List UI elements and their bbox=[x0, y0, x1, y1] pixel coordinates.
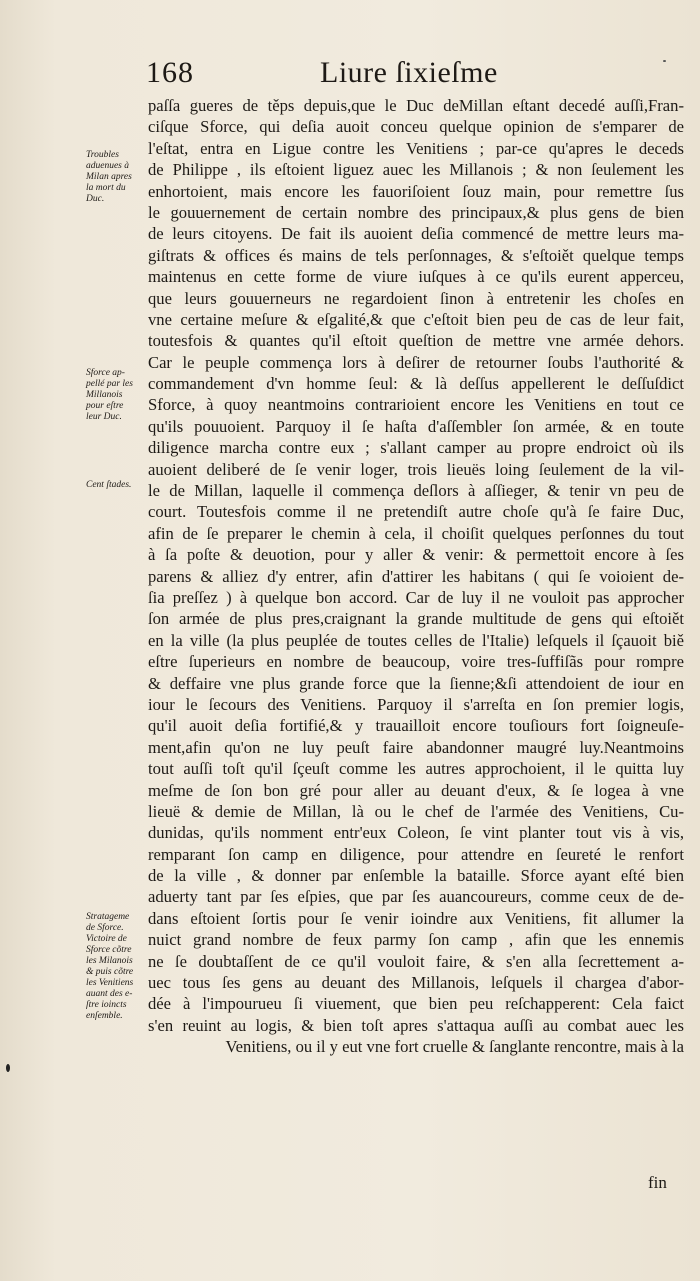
text-line: maintenus en cette forme de viure iuſques à ce qu'ils eurent apperceu, bbox=[148, 267, 684, 287]
text-line: vne certaine meſure & eſgalité,& que c'eſtoit bien peu de cas de leur fait, bbox=[148, 309, 684, 329]
text-line: Car le peuple commença lors à deſirer de retourner ſoubs l'authorité & bbox=[148, 352, 684, 372]
text-line: de leurs citoyens. De fait ils auoient deſia commencé de mettre leurs ma- bbox=[148, 224, 684, 244]
text-line: aduerty tant par ſes eſpies, que par ſes auancoureurs, comme ceux de de- bbox=[148, 887, 684, 907]
body-text bbox=[148, 95, 684, 1058]
text-line: Venitiens, ou il y eut vne fort cruelle & ſanglante rencontre, mais à la bbox=[225, 1037, 684, 1057]
text-line: diligence marcha contre eux ; s'allant camper au propre endroict où ils bbox=[148, 438, 684, 458]
text-line: dunidas, qu'ils nomment entr'eux Coleon, ſe vint planter tout vis à vis, bbox=[148, 823, 684, 843]
text-line: paſſa gueres de těps depuis,que le Duc deMillan eſtant decedé auſſi,Fran- bbox=[148, 96, 684, 115]
catchword: fin bbox=[648, 1173, 667, 1192]
margin-note-sforce-called bbox=[86, 368, 148, 423]
text-line: afin de ſe preparer le chemin à cela, il choiſit quelques perſonnes du tout bbox=[148, 523, 684, 543]
text-line: de Philippe , ils eſtoient liguez auec les Millanois ; & non ſeulement les bbox=[148, 160, 684, 180]
margin-note-line: Troubles bbox=[86, 150, 119, 160]
margin-note-line: de Sforce. bbox=[86, 923, 124, 933]
text-line: lieuë & demie de Millan, là ou le chef de l'armée des Venitiens, Cu- bbox=[148, 801, 684, 821]
text-line: qu'ils pouuoient. Parquoy il ſe haſta d'aſſembler ſon armée, & en toute bbox=[148, 416, 684, 436]
text-line: & deffaire vne plus grande force que la ſienne;&ſi attendoient de iour en bbox=[148, 673, 684, 693]
margin-note-line: aduenues à bbox=[86, 161, 130, 171]
text-line: en la ville (la plus peuplée de toutes celles de l'Italie) leſquels il ſçauoit biě bbox=[148, 630, 684, 650]
text-line: ſia preſſez ) à quelque bon accord. Car de luy il ne vouloit pas approcher bbox=[148, 587, 684, 607]
text-line: nuict grand nombre de feux parmy ſon camp , afin que les ennemis bbox=[148, 930, 684, 950]
margin-note-line: Stratageme bbox=[86, 912, 130, 922]
margin-note-line: les Milanois bbox=[86, 956, 133, 966]
margin-note-stratageme bbox=[86, 912, 148, 1022]
ink-speck bbox=[6, 1064, 10, 1072]
text-line: eſtre ſuperieurs en nombre de beaucoup, voire tres-ſuffiſãs pour rompre bbox=[148, 652, 684, 672]
margin-note-cent-stades bbox=[86, 480, 148, 491]
page-header bbox=[140, 56, 685, 96]
text-line: l'eſtat, entra en Ligue contre les Venitiens ; par-ce qu'apres le deceds bbox=[148, 138, 684, 158]
margin-note-line: la mort du bbox=[86, 183, 126, 193]
margin-note-line: Sforce cõtre bbox=[86, 945, 132, 955]
running-title: Liure ſixieſme bbox=[320, 56, 498, 89]
text-line: le gouuernement de certain nombre des principaux,& plus gens de bien bbox=[148, 202, 684, 222]
text-line: ſon armée de plus pres,craignant la grande multitude de gens qui eſtoiět bbox=[148, 609, 684, 629]
text-line: remparant ſon camp en diligence, pour attendre en ſeureté le renfort bbox=[148, 844, 684, 864]
text-line: ne ſe doubtaſſent de ce qu'il vouloit faire, & s'en alla ſecrettement a- bbox=[148, 951, 684, 971]
text-line: de la ville , & donner par enſemble la bataille. Sforce ayant eſté bien bbox=[148, 866, 684, 886]
margin-note-troubles bbox=[86, 150, 148, 205]
margin-note-line: Millanois bbox=[86, 390, 123, 400]
text-line: meſme de ſon bon gré pour aller au deuant d'eux, & ſe logea à vne bbox=[148, 780, 684, 800]
margin-note-line: Victoire de bbox=[86, 934, 127, 944]
text-line: commandement d'vn homme ſeul: & là deſſus appellerent le deſſuſdict bbox=[148, 374, 684, 394]
text-line: giſtrats & offices és mains de tels perſonnages, & s'eſtoiět quelque temps bbox=[148, 245, 684, 265]
ink-speck bbox=[663, 60, 666, 62]
margin-note-line: Duc. bbox=[86, 194, 105, 204]
text-line: toutesfois & quantes qu'il eſtoit queſtion de mettre vne armée dehors. bbox=[148, 331, 684, 351]
margin-note-line: enſemble. bbox=[86, 1011, 123, 1021]
margin-note-line: Sforce ap- bbox=[86, 368, 125, 378]
margin-note-line: pellé par les bbox=[86, 379, 133, 389]
page-number: 168 bbox=[146, 56, 194, 89]
text-line: auoient deliberé de ſe venir loger, trois lieuës loing ſeulement de la vil- bbox=[148, 459, 684, 479]
text-line: iour le ſecours des Venitiens. Parquoy il s'arreſta en ſon premier logis, bbox=[148, 694, 684, 714]
text-line: court. Toutesfois comme il ne pretendiſt autre choſe qu'à ſe faire Duc, bbox=[148, 502, 684, 522]
margin-note-line: ſtre ioincts bbox=[86, 1000, 127, 1010]
text-line: s'en reuint au logis, & bien toſt apres s'attaqua auſſi au combat auec les bbox=[148, 1015, 684, 1035]
margin-note-line: & puis cõtre bbox=[86, 967, 134, 977]
margin-note-line: Milan apres bbox=[86, 172, 132, 182]
text-line: dans eſtoient ſortis pour ſe venir ioindre aux Venitiens, fit allumer la bbox=[148, 908, 684, 928]
text-line: tout auſſi toſt qu'il ſçeuſt comme les autres approchoient, il le quitta luy bbox=[148, 759, 684, 779]
text-line: uec tous ſes gens au deuant des Millanois, leſquels il chargea d'abor- bbox=[148, 973, 684, 993]
margin-note-line: les Venitiens bbox=[86, 978, 134, 988]
text-line: enhortoient, mais encore les fauoriſoient ſouz main, pour remettre ſus bbox=[148, 181, 684, 201]
text-line: que leurs gouuerneurs ne regardoient ſinon à entretenir les choſes en bbox=[148, 288, 684, 308]
margin-note-line: auant des e- bbox=[86, 989, 133, 999]
text-line: dée à l'impourueu ſi viuement, que bien peu reſchapperent: Cela faict bbox=[148, 994, 684, 1014]
margin-note-line: leur Duc. bbox=[86, 412, 122, 422]
text-line: Sforce, à quoy neantmoins contrarioient encore les Venitiens en tout ce bbox=[148, 395, 684, 415]
text-line: parens & alliez d'y entrer, afin d'attirer les habitans ( qui ſe voioient de- bbox=[148, 566, 684, 586]
text-line: qu'il auoit deſia fortifié,& y trauailloit encore touſiours fort ſoigneuſe- bbox=[148, 716, 684, 736]
margin-note-line: pour eſtre bbox=[86, 401, 124, 411]
text-line: ment,afin qu'on ne luy peuſt faire abandonner maugré luy.Neantmoins bbox=[148, 737, 684, 757]
text-line: ciſque Sforce, qui deſia auoit conceu quelque opinion de s'emparer de bbox=[148, 117, 684, 137]
text-line: à ſa poſte & deuotion, pour y aller & venir: & permettoit encore à ſes bbox=[148, 545, 684, 565]
margin-note-line: Cent ſtades. bbox=[86, 480, 132, 490]
text-line: le de Millan, laquelle il commença deſlors à aſſieger, & tenir vn peu de bbox=[148, 481, 684, 501]
